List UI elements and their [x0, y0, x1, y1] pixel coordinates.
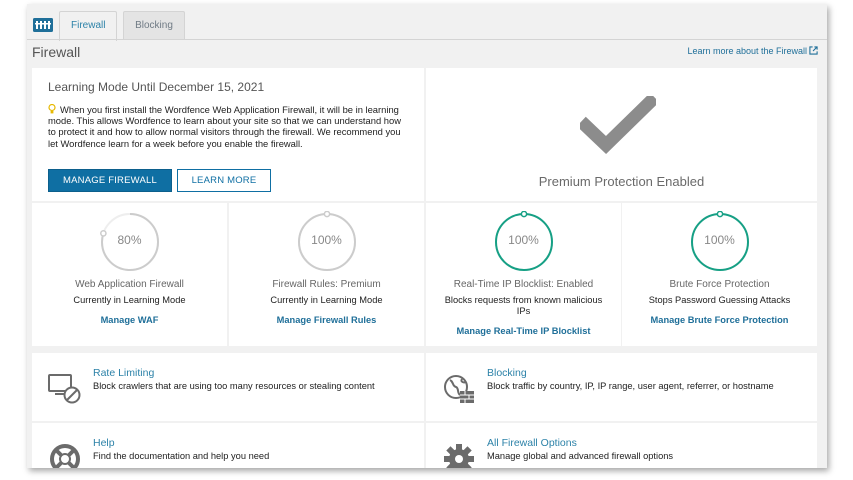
option-all-firewall-options[interactable] — [426, 423, 817, 468]
option-blocking[interactable] — [426, 353, 817, 421]
learning-mode-text: When you first install the Wordfence Web Application Firewall, it will be in learning mode. This allows Wordfence to learn about your site so that we can understand how to protect it and how to allow normal visitors through the firewall. We recommend you let Wordfence learn for a week before you enable the firewall. — [48, 104, 401, 149]
manage-firewall-button[interactable]: MANAGE FIREWALL — [48, 169, 172, 192]
stat-title: Firewall Rules: Premium — [272, 279, 381, 290]
learn-more-button[interactable]: LEARN MORE — [177, 169, 271, 192]
option-title[interactable]: All Firewall Options — [487, 437, 577, 449]
stat-ip-blocklist — [426, 203, 621, 346]
learning-mode-title: Learning Mode Until December 15, 2021 — [48, 80, 265, 94]
manage-firewall-rules-link[interactable]: Manage Firewall Rules — [276, 315, 377, 325]
external-link-icon — [809, 46, 818, 55]
stat-firewall-rules — [229, 203, 424, 346]
premium-status-card — [426, 68, 817, 201]
manage-brute-force-link[interactable]: Manage Brute Force Protection — [650, 315, 789, 325]
stat-percent: 100% — [311, 233, 342, 247]
wordfence-logo-icon — [33, 18, 53, 32]
learn-more-label: Learn more about the Firewall — [687, 46, 807, 56]
stat-title: Web Application Firewall — [75, 279, 184, 290]
rate-limit-icon — [48, 373, 82, 405]
lightbulb-icon — [48, 104, 56, 114]
ring-marker — [521, 211, 526, 216]
globe-blocking-icon — [442, 373, 476, 405]
stat-percent: 100% — [508, 233, 539, 247]
stat-percent: 80% — [117, 233, 142, 247]
stat-description: Currently in Learning Mode — [73, 295, 186, 305]
manage-waf-link[interactable]: Manage WAF — [100, 315, 159, 325]
option-title[interactable]: Blocking — [487, 367, 527, 379]
wordfence-firewall-panel — [27, 4, 827, 468]
premium-status-text: Premium Protection Enabled — [538, 174, 705, 189]
stat-waf — [32, 203, 227, 346]
ring-marker — [324, 211, 329, 216]
option-description: Manage global and advanced firewall options — [487, 451, 674, 461]
tab-divider — [27, 39, 827, 40]
option-title[interactable]: Help — [93, 437, 115, 449]
option-help[interactable] — [32, 423, 424, 468]
ring-marker — [717, 211, 722, 216]
manage-ip-blocklist-link[interactable]: Manage Real-Time IP Blocklist — [456, 326, 591, 336]
stat-brute-force — [622, 203, 817, 346]
stat-description: Blocks requests from known malicious IPs — [444, 295, 603, 316]
option-title[interactable]: Rate Limiting — [93, 367, 155, 379]
option-description: Find the documentation and help you need — [93, 451, 270, 461]
option-description: Block crawlers that are using too many resources or stealing content — [93, 381, 375, 391]
stat-title: Real-Time IP Blocklist: Enabled — [453, 279, 594, 290]
tab-blocking[interactable]: Blocking — [123, 11, 185, 40]
stat-description: Stops Password Guessing Attacks — [648, 295, 791, 305]
stat-description: Currently in Learning Mode — [270, 295, 383, 305]
page-title: Firewall — [32, 44, 81, 60]
learning-mode-description — [48, 104, 410, 149]
checkmark-icon — [580, 96, 656, 154]
learn-more-firewall-link[interactable] — [687, 46, 818, 56]
stat-title: Brute Force Protection — [669, 279, 770, 290]
lifebuoy-icon — [48, 443, 82, 468]
tab-firewall[interactable]: Firewall — [59, 11, 117, 41]
stat-percent: 100% — [704, 233, 735, 247]
learning-mode-card — [32, 68, 424, 201]
option-description: Block traffic by country, IP, IP range, user agent, referrer, or hostname — [487, 381, 774, 391]
gear-icon — [442, 443, 476, 468]
option-rate-limiting[interactable] — [32, 353, 424, 421]
